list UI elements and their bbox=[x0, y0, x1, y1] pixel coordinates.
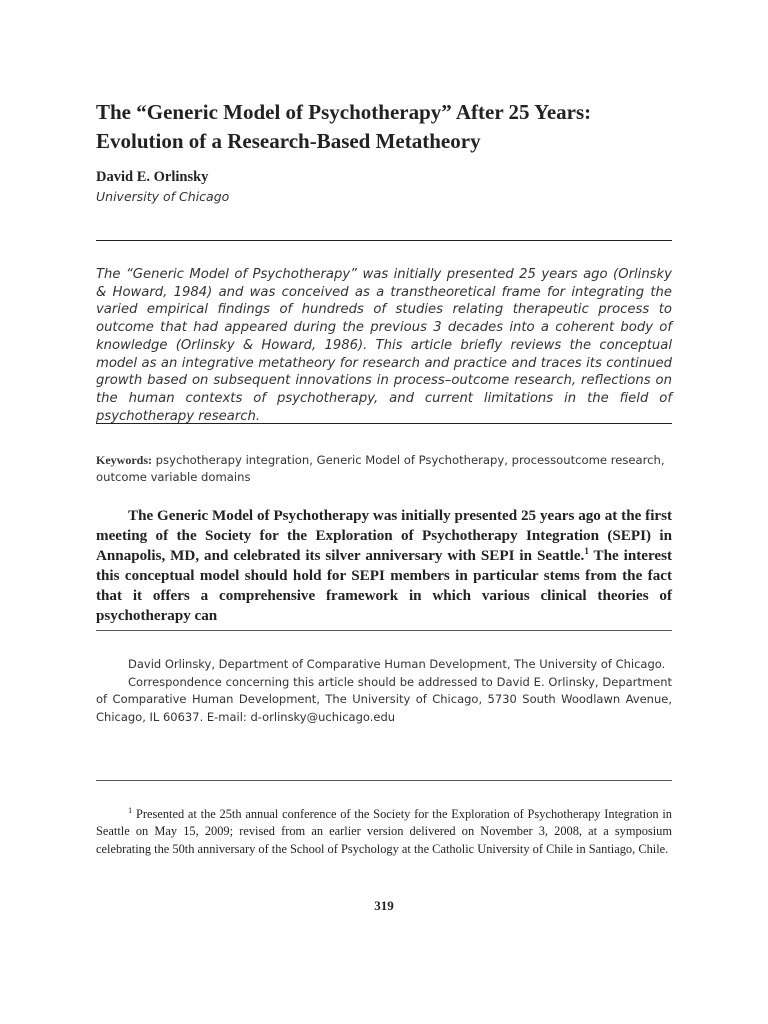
author-note bbox=[96, 656, 672, 726]
journal-page bbox=[96, 0, 672, 1024]
footnote-text: Presented at the 25th annual conference of the Society for the Exploration of Psychotherapy Integration in Seattle on May 15, 2009; revised from an earlier version delivered on November 3, 2008, at a symposium celebrating the 50th anniversary of the School of Psychology at the Catholic University of Chile in Santiago, Chile. bbox=[96, 807, 672, 856]
body-paragraph bbox=[96, 506, 672, 626]
keywords bbox=[96, 452, 672, 486]
footnote-marker: 1 bbox=[584, 545, 589, 556]
author-note-rule bbox=[96, 630, 672, 631]
abstract-top-rule bbox=[96, 240, 672, 241]
author-note-affiliation: David Orlinsky, Department of Comparative Human Development, The University of Chicago. bbox=[128, 657, 666, 671]
author-affiliation: University of Chicago bbox=[96, 189, 230, 204]
body-paragraph-part1: The Generic Model of Psychotherapy was initially presented 25 years ago at the first meeting of the Society for the Exploration of Psychotherapy Integration (SEPI) in Annapolis, MD, and celebrated its silver anniversary with SEPI in Seattle. bbox=[96, 508, 672, 564]
footnote-rule bbox=[96, 780, 672, 781]
author-name: David E. Orlinsky bbox=[96, 169, 209, 185]
page-number: 319 bbox=[374, 898, 394, 913]
footnote bbox=[96, 806, 672, 858]
keywords-label: Keywords: bbox=[96, 453, 152, 467]
body-paragraph-part2: The interest this conceptual model should hold for SEPI members in particular stems from the fact that it offers a comprehensive framework in which various clinical theories of psychotherapy can bbox=[96, 548, 672, 624]
abstract-bottom-rule bbox=[96, 423, 672, 424]
keywords-text: psychotherapy integration, Generic Model of Psychotherapy, processoutcome research, outcome variable domains bbox=[96, 453, 665, 484]
author-note-correspondence: Correspondence concerning this article should be addressed to David E. Orlinsky, Department of Comparative Human Development, The University of Chicago, 5730 South Woodlawn Avenue, Chicago, IL 60637. E-mail: d-orlinsky@uchicago.edu bbox=[96, 674, 672, 724]
footnote-number: 1 bbox=[128, 804, 133, 815]
article-title: The “Generic Model of Psychotherapy” After 25 Years: Evolution of a Research-Based Metatheory bbox=[96, 100, 592, 153]
abstract-text: The “Generic Model of Psychotherapy” was initially presented 25 years ago (Orlinsky & Howard, 1984) and was conceived as a transtheoretical frame for integrating the varied empirical findings of hundreds of studies relating therapeutic process to outcome that had appeared during the previous 3 decades into a coherent body of knowledge (Orlinsky & Howard, 1986). This article briefly reviews the conceptual model as an integrative metatheory for research and practice and traces its continued growth based on subsequent innovations in process–outcome research, reflections on the human contexts of psychotherapy, and current limitations in the field of psychotherapy research. bbox=[96, 267, 672, 424]
